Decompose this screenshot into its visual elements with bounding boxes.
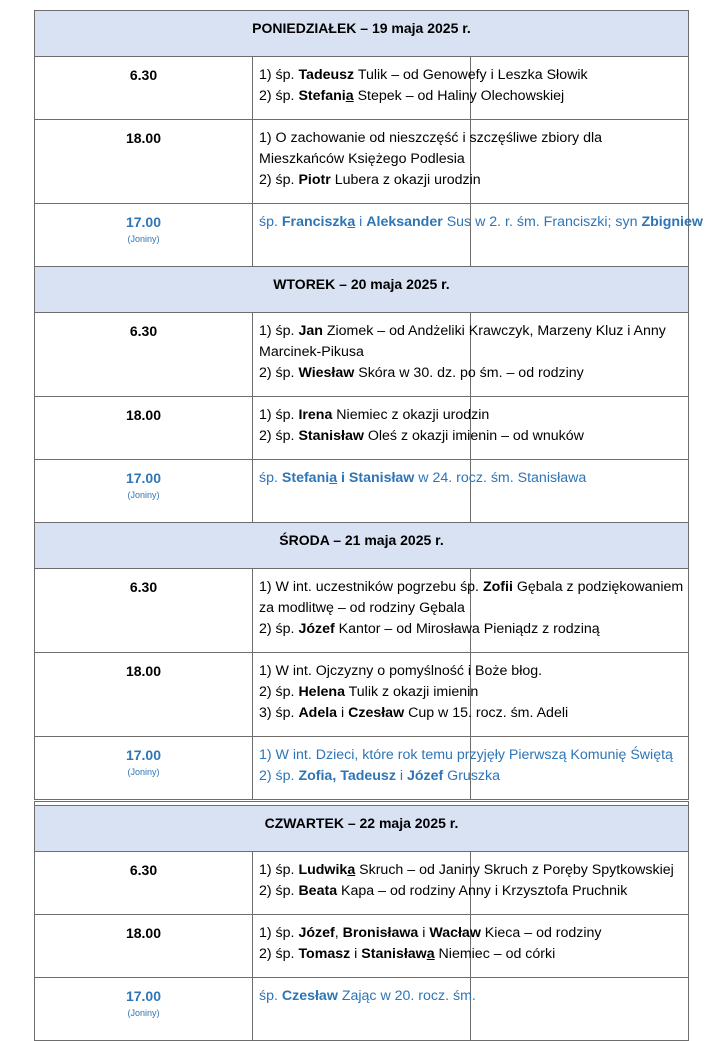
name-text: Ludwik: [298, 862, 348, 878]
name-text: a: [347, 862, 356, 878]
intention-text: 1) O zachowanie od nieszczęść i szczęśliwe zbiory dla: [259, 130, 603, 146]
notes-cell: [471, 204, 689, 267]
mass-location: (Joniny): [127, 490, 160, 500]
intention-text: 2) śp.: [259, 621, 299, 637]
intention-line: [259, 212, 703, 233]
intention-text: 1) śp.: [259, 323, 299, 339]
mass-time: [35, 852, 253, 915]
mass-time: [35, 460, 253, 523]
mass-location: (Joniny): [127, 1008, 160, 1018]
mass-intentions: [253, 852, 674, 915]
name-text: i Stanisław: [337, 470, 415, 486]
intention-text: śp.: [259, 988, 282, 1004]
name-text: Stanisław: [361, 946, 427, 962]
name-text: Stefani: [281, 470, 330, 486]
intention-line: [259, 342, 464, 363]
intention-text: 1) W int. Dzieci, które rok temu przyjęły Pierwszą Komunię Świętą: [259, 747, 673, 763]
intention-text: w 24. rocz. śm. Stanisława: [414, 470, 587, 486]
intention-text: Mieszkańców Księżego Podlesia: [259, 151, 465, 167]
intention-text: 2) śp.: [259, 172, 299, 188]
mass-time: [35, 57, 253, 120]
intention-text: 2) śp.: [259, 88, 299, 104]
intention-line: [259, 881, 628, 902]
name-text: Bronisława: [342, 925, 419, 941]
intention-text: 2) śp.: [259, 684, 299, 700]
mass-time-label: 18.00: [125, 407, 162, 423]
intention-text: Kapa – od rodziny Anny i Krzysztofa Pruchnik: [337, 883, 628, 899]
mass-intentions: [253, 57, 588, 120]
intention-line: [259, 468, 587, 489]
mass-time-label: 6.30: [129, 67, 158, 83]
day-header-row: [35, 11, 689, 57]
mass-row: [35, 204, 689, 267]
mass-time-label: 18.00: [125, 130, 162, 146]
intention-text: Gruszka: [443, 768, 500, 784]
intention-text: 1) śp.: [259, 407, 299, 423]
mass-intentions: [253, 737, 673, 801]
intention-text: 1) śp.: [259, 925, 299, 941]
notes-cell: [471, 460, 689, 523]
intention-line: [259, 745, 673, 766]
notes-cell: [471, 978, 689, 1041]
intention-line: [259, 944, 556, 965]
mass-time-label: 17.00: [125, 747, 162, 763]
name-text: Stefani: [298, 88, 346, 104]
intention-text: za modlitwę – od rodziny Gębala: [259, 600, 465, 616]
intention-text: 1) śp.: [259, 862, 299, 878]
mass-schedule: [34, 10, 703, 1041]
mass-intentions: [253, 460, 587, 523]
name-text: Tadeusz: [298, 67, 355, 83]
mass-row: [35, 737, 689, 801]
intention-text: Niemiec – od córki: [434, 946, 556, 962]
name-text: Piotr: [298, 172, 331, 188]
intention-text: 1) śp.: [259, 67, 299, 83]
day-header-row: [35, 267, 689, 313]
mass-time-label: 17.00: [125, 470, 162, 486]
name-text: Józef: [298, 925, 335, 941]
intention-text: 3) śp.: [259, 705, 299, 721]
name-text: Adela: [298, 705, 338, 721]
name-text: a: [329, 470, 338, 486]
intention-text: Tulik – od Genowefy i Leszka Słowik: [354, 67, 588, 83]
name-text: a: [426, 946, 435, 962]
intention-text: Gębala z podziękowaniem: [512, 579, 684, 595]
name-text: a: [345, 88, 354, 104]
mass-time-label: 17.00: [125, 988, 162, 1004]
mass-time-label: 18.00: [125, 663, 162, 679]
intention-line: [259, 682, 479, 703]
mass-intentions: [253, 397, 584, 460]
intention-text: Zając w 20. rocz. śm.: [337, 988, 476, 1004]
intention-text: i: [395, 768, 407, 784]
mass-row: [35, 120, 689, 204]
day-header-row: [35, 806, 689, 852]
intention-line: [259, 661, 543, 682]
day-header: ŚRODA – 21 maja 2025 r.: [35, 523, 689, 569]
intention-line: [259, 65, 588, 86]
intention-text: Sus w 2. r. śm. Franciszki; syn: [442, 214, 642, 230]
mass-time: [35, 569, 253, 653]
intention-text: Marcinek-Pikusa: [259, 344, 364, 360]
intention-text: Tulik z okazji imienin: [344, 684, 479, 700]
intention-line: [259, 923, 602, 944]
mass-row: [35, 313, 689, 397]
mass-time: [35, 978, 253, 1041]
intention-text: Niemiec z okazji urodzin: [332, 407, 490, 423]
mass-location: (Joniny): [127, 234, 160, 244]
intention-text: 2) śp.: [259, 428, 299, 444]
intention-text: i: [355, 214, 367, 230]
mass-row: [35, 460, 689, 523]
intention-text: Cup w 15. rocz. śm. Adeli: [404, 705, 569, 721]
intention-line: [259, 363, 584, 384]
mass-time-label: 6.30: [129, 579, 158, 595]
intention-line: [259, 149, 464, 170]
mass-location: (Joniny): [127, 767, 160, 777]
intention-text: 2) śp.: [259, 946, 299, 962]
name-text: Zofia, Tadeusz: [298, 768, 396, 784]
day-header: CZWARTEK – 22 maja 2025 r.: [35, 806, 689, 852]
mass-intentions: [253, 978, 476, 1041]
name-text: Tomasz: [298, 946, 351, 962]
name-text: Józef: [298, 621, 335, 637]
intention-text: 1) W int. Ojczyzny o pomyślność i Boże błog.: [259, 663, 543, 679]
intention-line: [259, 766, 500, 787]
mass-intentions: [253, 120, 603, 204]
intention-text: śp.: [259, 214, 282, 230]
name-text: Aleksander: [366, 214, 443, 230]
mass-row: [35, 569, 689, 653]
name-text: Jan: [298, 323, 323, 339]
intention-line: [259, 170, 481, 191]
mass-time: [35, 313, 253, 397]
day-header: WTOREK – 20 maja 2025 r.: [35, 267, 689, 313]
mass-row: [35, 653, 689, 737]
intention-text: Lubera z okazji urodzin: [330, 172, 481, 188]
intention-text: Skruch – od Janiny Skruch z Poręby Spytkowskiej: [355, 862, 674, 878]
intention-line: [259, 703, 569, 724]
intention-text: Oleś z okazji imienin – od wnuków: [363, 428, 584, 444]
name-text: Czesław: [348, 705, 405, 721]
mass-time-label: 18.00: [125, 925, 162, 941]
intention-line: [259, 86, 565, 107]
intention-text: Skóra w 30. dz. po śm. – od rodziny: [354, 365, 584, 381]
intention-line: [259, 860, 674, 881]
intention-line: [259, 986, 476, 1007]
name-text: Irena: [298, 407, 333, 423]
intention-text: i: [350, 946, 362, 962]
name-text: Zbigniew: [641, 214, 703, 230]
mass-row: [35, 57, 689, 120]
intention-line: [259, 321, 666, 342]
day-header-row: [35, 523, 689, 569]
name-text: Wacław: [429, 925, 481, 941]
intention-text: Kieca – od rodziny: [480, 925, 602, 941]
intention-line: [259, 598, 464, 619]
mass-row: [35, 852, 689, 915]
intention-line: [259, 577, 684, 598]
mass-time: [35, 915, 253, 978]
intention-text: Stepek – od Haliny Olechowskiej: [353, 88, 565, 104]
intention-line: [259, 619, 600, 640]
mass-time: [35, 653, 253, 737]
mass-time: [35, 737, 253, 801]
intention-line: [259, 405, 490, 426]
mass-time-label: 6.30: [129, 323, 158, 339]
intention-text: 2) śp.: [259, 768, 299, 784]
mass-intentions: [253, 653, 569, 737]
name-text: Helena: [298, 684, 345, 700]
intention-text: Kantor – od Mirosława Pieniądz z rodziną: [334, 621, 600, 637]
intention-text: i: [337, 705, 349, 721]
mass-row: [35, 397, 689, 460]
intention-text: ,: [334, 925, 343, 941]
name-text: Franciszk: [281, 214, 348, 230]
name-text: Zofii: [482, 579, 513, 595]
mass-intentions: [253, 569, 684, 653]
intention-line: [259, 426, 584, 447]
schedule-table: [34, 10, 703, 1041]
name-text: Stanisław: [298, 428, 364, 444]
name-text: Beata: [298, 883, 338, 899]
mass-intentions: [253, 915, 602, 978]
name-text: Czesław: [281, 988, 338, 1004]
mass-intentions: [253, 204, 703, 267]
mass-time: [35, 204, 253, 267]
day-header: PONIEDZIAŁEK – 19 maja 2025 r.: [35, 11, 689, 57]
intention-text: śp.: [259, 470, 282, 486]
mass-time: [35, 397, 253, 460]
mass-intentions: [253, 313, 666, 397]
mass-time: [35, 120, 253, 204]
intention-text: 1) W int. uczestników pogrzebu śp.: [259, 579, 483, 595]
intention-text: i: [418, 925, 430, 941]
mass-row: [35, 978, 689, 1041]
mass-time-label: 17.00: [125, 214, 162, 230]
mass-time-label: 6.30: [129, 862, 158, 878]
intention-text: 2) śp.: [259, 365, 299, 381]
mass-row: [35, 915, 689, 978]
name-text: Wiesław: [298, 365, 355, 381]
name-text: a: [347, 214, 356, 230]
intention-text: 2) śp.: [259, 883, 299, 899]
intention-line: [259, 128, 603, 149]
name-text: Józef: [406, 768, 444, 784]
intention-text: Ziomek – od Andżeliki Krawczyk, Marzeny Kluz i Anny: [322, 323, 666, 339]
